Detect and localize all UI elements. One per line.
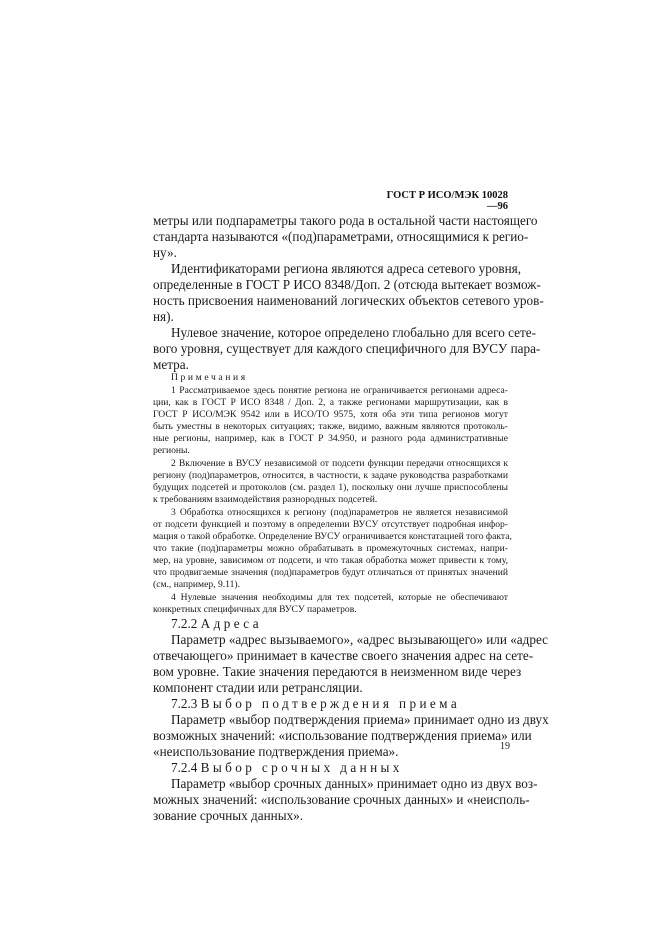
note-line: регионы. <box>153 445 190 456</box>
note-line: от подсети функцией и поэтому в определении ВУСУ отсутствует подробная инфор- <box>153 519 508 530</box>
note-line: к требованиям взаимодействия разнородных подсетей. <box>153 494 378 505</box>
note-line: ции, как в ГОСТ Р ИСО 8348 / Доп. 2, а также регионами маршрутизации, как в <box>153 397 508 408</box>
text-line: ня). <box>153 309 174 324</box>
text-line: зование срочных данных». <box>153 808 304 823</box>
note-line: что продвигаемые значения (под)параметров будут отличаться от принятых значений <box>153 567 508 578</box>
note-line: что такие (под)параметры можно обрабатывать в промежуточных системах, напри- <box>153 543 508 554</box>
text-line: Параметр «адрес вызываемого», «адрес вызывающего» или «адрес <box>171 632 548 647</box>
section-title: Выбор подтверждения приема <box>200 696 461 711</box>
standard-header: ГОСТ Р ИСО/МЭК 10028—96 <box>386 190 508 212</box>
section-number: 7.2.3 <box>171 696 198 711</box>
text-line: Нулевое значение, которое определено глобально для всего сете- <box>171 325 537 340</box>
text-line: отвечающего» принимает в качестве своего значения адрес на сете- <box>153 648 534 663</box>
note-line: конкретных специфичных для ВУСУ параметров. <box>153 604 357 615</box>
text-line: метры или подпараметры такого рода в остальной части настоящего <box>153 213 538 228</box>
text-line: определенные в ГОСТ Р ИСО 8348/Доп. 2 (отсюда вытекает возмож- <box>153 277 541 292</box>
section-number: 7.2.2 <box>171 616 198 631</box>
note-line: (см., например, 9.11). <box>153 579 240 590</box>
page-number: 19 <box>500 741 510 752</box>
section-title: Адреса <box>200 616 262 631</box>
text-line: ность присвоения наименований логических объектов сетевого уров- <box>153 293 544 308</box>
note-line: 2 Включение в ВУСУ независимой от подсети функции передачи относящихся к <box>171 458 508 469</box>
note-line: мер, на уровне, зависимом от подсети, и что такая обработка может привести к тому, <box>153 555 508 566</box>
text-line: компонент стадии или ретрансляции. <box>153 680 363 695</box>
text-line: вого уровня, существует для каждого специфичного для ВУСУ пара- <box>153 341 541 356</box>
text-line: Идентификаторами региона являются адреса сетевого уровня, <box>171 261 522 276</box>
text-line: Параметр «выбор подтверждения приема» принимает одно из двух <box>171 712 549 727</box>
section-title: Выбор срочных данных <box>200 760 403 775</box>
note-line: региону (под)параметров, относится, в частности, к задаче руководства разработками <box>153 470 508 481</box>
note-line: ные регионы, например, как в ГОСТ Р 34.950, и разного рода административные <box>153 433 508 444</box>
note-line: 1 Рассматриваемое здесь понятие региона не ограничивается регионами адреса- <box>171 385 508 396</box>
note-line: 4 Нулевые значения необходимы для тех подсетей, которые не обеспечивают <box>171 592 508 603</box>
text-line: «неиспользование подтверждения приема». <box>153 744 399 759</box>
text-line: возможных значений: «использование подтверждения приема» или <box>153 728 532 743</box>
note-line: быть уместны в некоторых ситуациях; также, видимо, важным являются протоколь- <box>153 421 508 432</box>
text-line: ну». <box>153 245 177 260</box>
note-line: мация о такой обработке. Определение ВУСУ ограничивается констатацией того факта, <box>153 531 512 542</box>
text-line: Параметр «выбор срочных данных» принимает одно из двух воз- <box>171 776 538 791</box>
text-line: вом уровне. Такие значения передаются в неизменном виде через <box>153 664 522 679</box>
section-number: 7.2.4 <box>171 760 198 775</box>
note-line: 3 Обработка относящихся к региону (под)параметров не является независимой <box>171 507 508 518</box>
text-line: можных значений: «использование срочных данных» и «неисполь- <box>153 792 530 807</box>
section-heading <box>171 760 508 776</box>
note-line: ГОСТ Р ИСО/МЭК 9542 или в ИСО/ТО 9575, хотя оба эти типа регионов могут <box>153 409 508 420</box>
notes-title: Примечания <box>171 372 248 383</box>
section-heading <box>171 696 508 712</box>
text-line: метра. <box>153 357 189 372</box>
text-line: стандарта называются «(под)параметрами, относящимися к регио- <box>153 229 529 244</box>
note-line: будущих подсетей и протоколов (см. раздел 1), поскольку они лучше приспособлены <box>153 482 508 493</box>
section-heading <box>171 616 471 632</box>
